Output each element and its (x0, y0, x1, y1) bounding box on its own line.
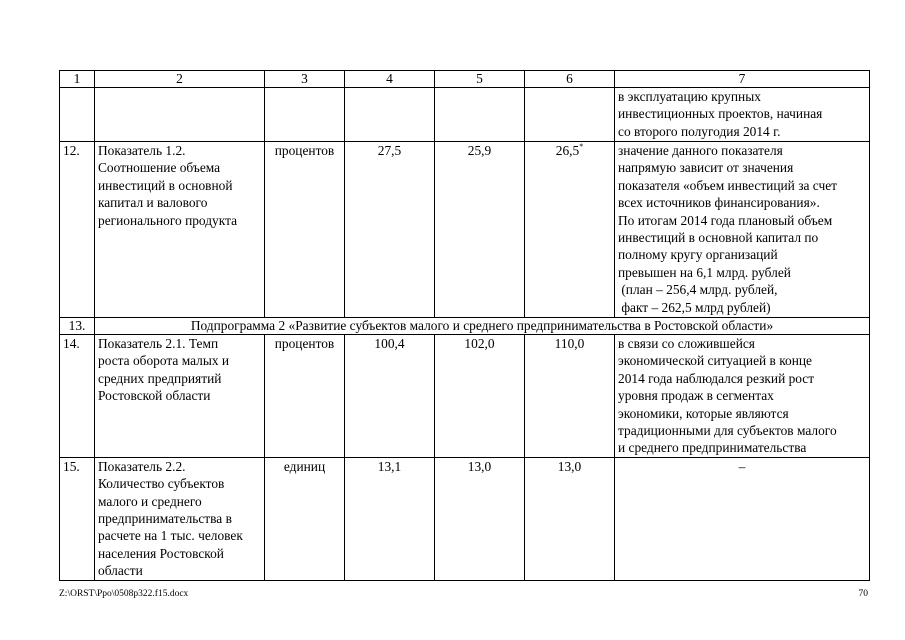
unit-cell: процентов (265, 142, 345, 318)
header-cell: 6 (525, 71, 615, 88)
value-cell: 13,0 (435, 457, 525, 580)
header-row (60, 71, 870, 88)
header-cell: 7 (615, 71, 870, 88)
indicator-cell: Показатель 2.2. Количество субъектов малого и среднего предпринимательства в расчете на 1 тыс. человек населения Ростовской области (95, 457, 265, 580)
value-cell: 25,9 (435, 142, 525, 318)
row-number: 14. (60, 335, 95, 458)
value-cell: 13,0 (525, 457, 615, 580)
table-row-15 (60, 457, 870, 580)
footnote-mark: * (579, 142, 584, 151)
header-cell: 1 (60, 71, 95, 88)
header-cell: 4 (345, 71, 435, 88)
table-row-14 (60, 335, 870, 458)
unit-cell: процентов (265, 335, 345, 458)
header-cell: 3 (265, 71, 345, 88)
comment-cell: – (615, 457, 870, 580)
indicator-table (59, 70, 870, 581)
header-cell: 5 (435, 71, 525, 88)
continuation-row (60, 88, 870, 142)
value-cell: 110,0 (525, 335, 615, 458)
subprogram-title: Подпрограмма 2 «Развитие субъектов малого и среднего предпринимательства в Ростовской области» (95, 318, 870, 335)
table-row-13 (60, 318, 870, 335)
indicator-cell: Показатель 1.2. Соотношение объема инвестиций в основной капитал и валового регионального продукта (95, 142, 265, 318)
comment-cell: в эксплуатацию крупных инвестиционных проектов, начиная со второго полугодия 2014 г. (615, 88, 870, 142)
file-path: Z:\ORST\Ppo\0508p322.f15.docx (59, 589, 189, 599)
table-row-12 (60, 142, 870, 318)
value-cell: 13,1 (345, 457, 435, 580)
comment-cell: в связи со сложившейся экономической ситуацией в конце 2014 года наблюдался резкий рост уровня продаж в сегментах экономики, которые являются традиционными для субъектов малого и среднего предпринимательства (615, 335, 870, 458)
row-number: 13. (60, 318, 95, 335)
value-cell: 100,4 (345, 335, 435, 458)
indicator-cell: Показатель 2.1. Темп роста оборота малых и средних предприятий Ростовской области (95, 335, 265, 458)
page-number: 70 (858, 589, 868, 599)
header-cell: 2 (95, 71, 265, 88)
value-cell: 27,5 (345, 142, 435, 318)
unit-cell: единиц (265, 457, 345, 580)
row-number: 12. (60, 142, 95, 318)
value-cell: 26,5* (525, 142, 615, 318)
row-number: 15. (60, 457, 95, 580)
value-cell: 102,0 (435, 335, 525, 458)
comment-cell: значение данного показателя напрямую зависит от значения показателя «объем инвестиций за счет всех источников финансирования». По итогам 2014 года плановый объем инвестиций в основной капитал по полному кругу организаций превышен на 6,1 млрд. рублей (план – 256,4 млрд. рублей, факт – 262,5 млрд рублей) (615, 142, 870, 318)
